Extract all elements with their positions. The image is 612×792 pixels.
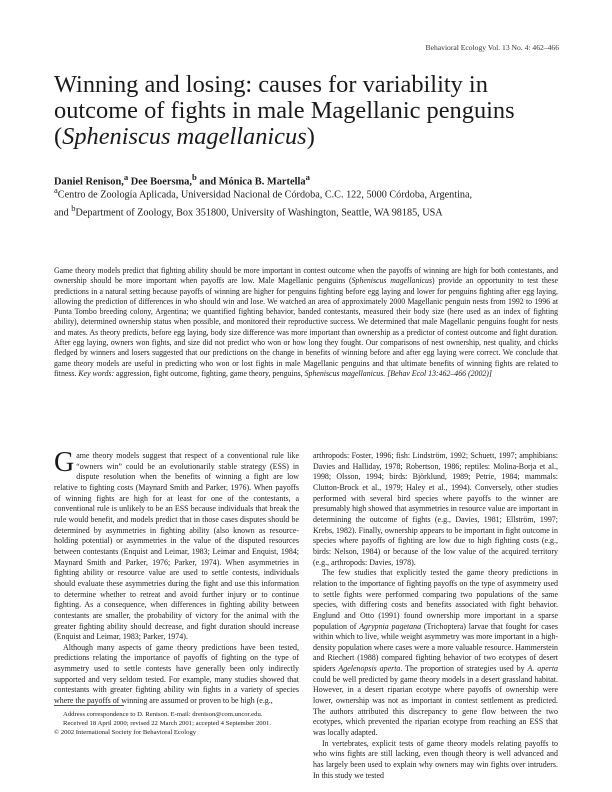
title-close: ) (306, 123, 315, 150)
abstract-text-2: ) provide an opportunity to test these predictions in a natural setting because payoffs of winning are higher for penguins fighting before egg laying and lower for penguins fighting after egg laying, allowing the prediction of differences in who should win and lose. We watched an area of approximately 2000 Magellanic penguin nests from 1992 to 1996 at Punta Tombo breeding colony, Argentina; we quantified fighting behavior, banded contestants, measured their body size (here used as an index of fighting ability), determined ownership status when possible, and monitored their reproductive success. We determined that male Magellanic penguins fought for nests and mates. As theory predicts, before egg laying, body size difference was more important than ownership as a predictor of contest outcome and fight duration. After egg laying, owners won fights, and size did not predict who won or how long they fought. Our comparisons of nest ownership, nest quality, and chicks fledged by winners and losers suggested that our predictions on the change in benefits of winning before and after egg laying were correct. We conclude that game theory models are useful in predicting who won or lost fights in male Magellanic penguins and that ultimate benefits of winning fights are related to fitness. (54, 276, 558, 378)
title-species: Spheniscus magellanicus (62, 123, 307, 150)
author-3: and Mónica B. Martella (196, 176, 306, 188)
keywords-text: aggression, fight outcome, fighting, game theory, penguins, (114, 368, 305, 378)
drop-cap: G (54, 447, 75, 478)
intro-paragraph-4: In vertebrates, explicit tests of game theory models relating payoffs to who wins fights are still lacking, even though theory is well advanced and has largely been used to explain why owners may win fights over intruders. In this study we tested (313, 738, 558, 780)
intro-paragraph-3 (313, 568, 558, 739)
p3-species-1: Agrypnia pagetana (359, 621, 422, 631)
author-3-sup: a (305, 172, 310, 182)
intro-paragraph-1 (54, 447, 299, 643)
affil-b: Department of Zoology, Box 351800, University of Washington, Seattle, WA 98185, USA (75, 207, 443, 219)
p3-text-b: (Trichoptera) larvae that fought for cases within which to live, while weight asymmetry was more important in a high-density population where cases were a more valuable resource. Hammerstein and Riechert (1988) compared fighting behavior of two ecotypes of desert spiders (313, 621, 558, 674)
author-2: Dee Boersma, (128, 176, 192, 188)
footnotes (54, 711, 299, 737)
p3-text-c: . The proportion of strategies used by (400, 664, 528, 674)
author-2-sup: b (191, 172, 197, 182)
journal-header: Behavioral Ecology Vol. 13 No. 4: 462–466 (425, 43, 559, 52)
citation: [Behav Ecol 13:462–466 (2002)] (385, 368, 492, 378)
intro-paragraph-1-text: ame theory models suggest that respect of a conventional rule like “owners win” could be an evolutionarily stable strategy (ESS) in dispute resolution when the benefits of winning a fight are low relative to fighting costs (Maynard Smith and Parker, 1976). When payoffs of winning fights are high for at least for one of the contestants, a conventional rule is unlikely to be an ESS because individuals that break the rule would benefit, and models predict that in those cases disputes should be determined by asymmetries in fighting ability (also known as resource-holding potential) or asymmetries in the value of the disputed resources between contestants (Enquist and Leimar, 1983; Leimar and Enquist, 1984; Maynard Smith and Parker, 1976; Parker, 1974). When asymmetries in fighting ability or resource value are used to settle contests, individuals should evaluate these asymmetries during the fight and use this information to determine whether to retreat and avoid further injury or to continue fighting. As a consequence, when differences in fighting ability between contestants are smaller, the probability of victory for the animal with the greater fighting ability should decrease, and fight duration should increase (Enquist and Leimar, 1983; Parker, 1974). (54, 451, 299, 642)
affil-a: Centro de Zoología Aplicada, Universidad Nacional de Córdoba, C.C. 122, 5000 Córdoba, Argentina, (57, 189, 473, 201)
affil-b-prefix: and (54, 207, 72, 219)
abstract (54, 266, 558, 379)
body-column-right (313, 451, 558, 781)
article-title (54, 72, 564, 150)
keywords-species: Spheniscus magellanicus. (304, 368, 386, 378)
affil-b-sup: b (71, 202, 76, 213)
footnote-received: Received 18 April 2000; revised 22 March 2001; accepted 4 September 2001. (63, 719, 271, 727)
title-main: Winning and losing: causes for variability in outcome of fights in male Magellanic penguins ( (54, 71, 515, 150)
intro-paragraph-2: Although many aspects of game theory predictions have been tested, predictions relating the importance of payoffs of fighting on the type of asymmetry used to settle contests have generally been only indirectly supported and very seldom tested. For example, many studies showed that contestants with greater fighting ability win fights in a variety of species where the payoffs of winning are assumed or proven to be high (e.g., (54, 642, 299, 706)
body-column-left (54, 447, 299, 707)
author-1-sup: a (123, 172, 129, 182)
affil-a-sup: a (54, 185, 58, 195)
p3-species-2: Agelenopsis aperta (338, 664, 401, 674)
affiliations (54, 184, 574, 220)
footnote-correspondence: Address correspondence to D. Renison. E-mail: drenison@com.uncor.edu. (63, 711, 263, 718)
p3-species-3: A. aperta (527, 664, 558, 674)
footnote-rule (54, 705, 124, 706)
intro-paragraph-2-cont: arthropods: Foster, 1996; fish: Lindström, 1992; Schuett, 1997; amphibians: Davies and Halliday, 1978; Robertson, 1986; reptiles: Molina-Borja et al., 1998; Olsson, 1994; birds: Björklund, 1989; Petrie, 1984; mammals: Clutton-Brock et al., 1979; Haley et al., 1994). Conversely, other studies performed with several bird species where payoffs to the winner are presumably high showed that asymmetries in resource value are important in determining the outcome of fights (e.g., Davies, 1981; Ellström, 1997; Krebs, 1982). Finally, ownership appears to be important in fight outcome in species where payoffs of fighting are low due to high fighting costs (e.g., birds: Nelson, 1984) or because of the low value of the acquired territory (e.g., arthropods: Davies, 1978). (313, 451, 558, 567)
p3-text-d: could be well predicted by game theory models in a desert grassland habitat. However, in a desert riparian ecotype where payoffs of ownership were lower, ownership was not as important in contest settlement as predicted. The authors attributed this discrepancy to gene flow between the two ecotypes, which prevented the riparian ecotype from reaching an ESS that was locally adapted. (313, 674, 558, 738)
p3-text-a: The few studies that explicitly tested the game theory predictions in relation to the importance of fighting payoffs on the type of asymmetry used to settle fights were performed comparing two populations of the same species, with differing costs and benefits associated with fight behavior. Englund and Otto (1991) found ownership more important in a sparse population of (313, 568, 558, 631)
author-1: Daniel Renison, (54, 176, 124, 188)
abstract-species-1: Spheniscus magellanicus (351, 276, 433, 286)
keywords-label: Key words: (78, 368, 115, 378)
footnote-copyright: © 2002 International Society for Behavioral Ecology (54, 728, 197, 736)
abstract-text-1: Game theory models predict that fighting ability should be more important in contest outcome when the payoffs of winning are high for both contestants, and ownership should be more important when payoffs are low. Male Magellanic penguins ( (54, 266, 558, 286)
